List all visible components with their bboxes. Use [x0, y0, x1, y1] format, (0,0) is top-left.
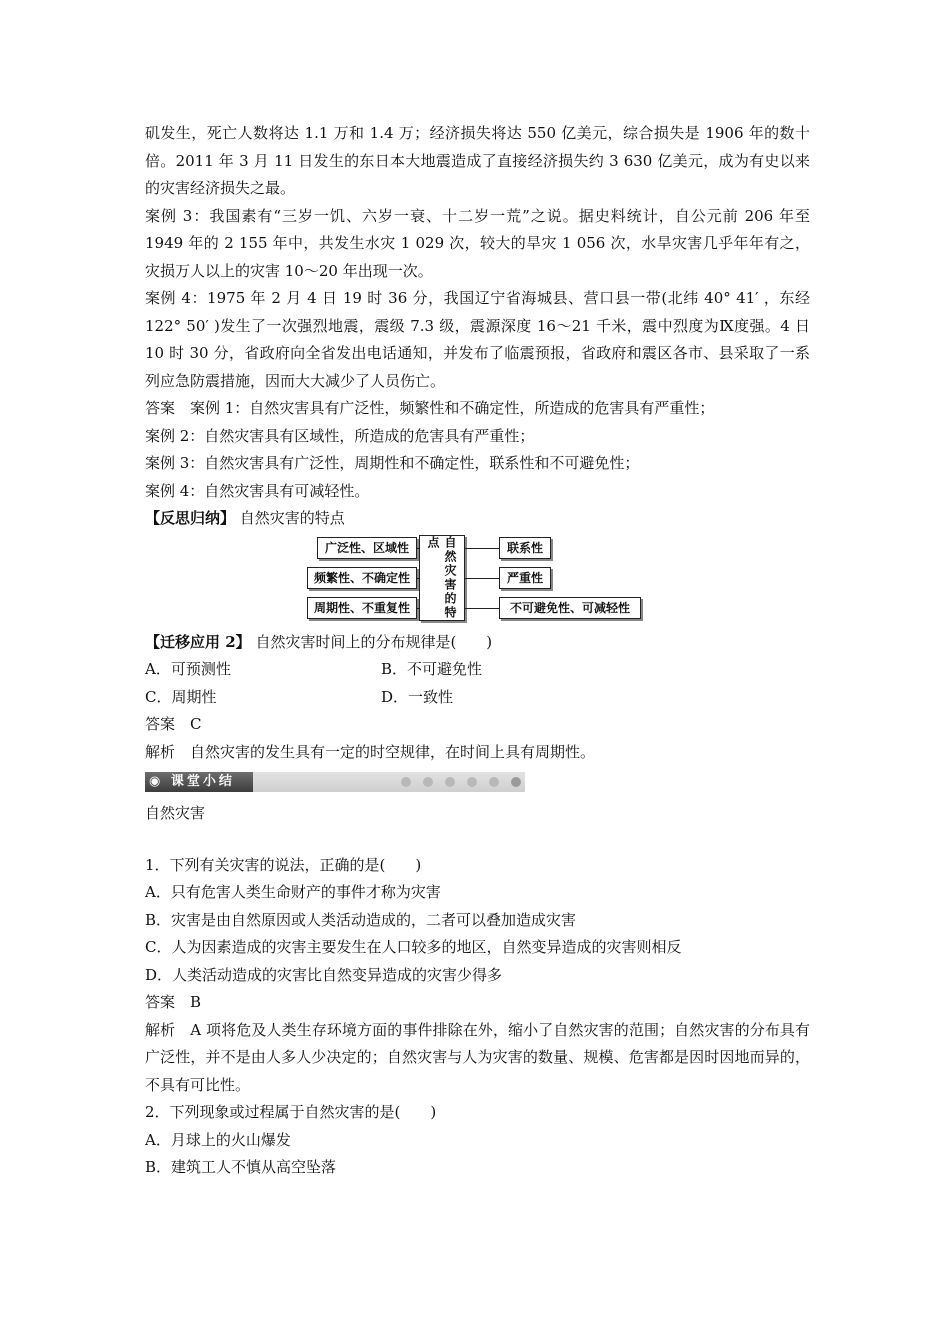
diagram-left-box-1: 广泛性、区域性	[317, 537, 417, 559]
reflect-title: 自然灾害的特点	[239, 509, 345, 527]
q1-analysis: 解析 A 项将危及人类生存环境方面的事件排除在外，缩小了自然灾害的范围；自然灾害的分布具有广泛性，并不是由人多人少决定的；自然灾害与人为灾害的数量、规模、危害都是因时因地而异的，不具有可比性。	[145, 1020, 810, 1094]
transfer-question-text: 自然灾害时间上的分布规律是( )	[255, 632, 493, 651]
reflect-heading	[145, 505, 810, 533]
diagram-right-box-1: 联系性	[499, 537, 551, 559]
option-b: B．不可避免性	[381, 660, 483, 678]
paragraph: 矶发生，死亡人数将达 1.1 万和 1.4 万；经济损失将达 550 亿美元，综合损失是 1906 年的数十倍。2011 年 3 月 11 日发生的东日本大地震造成了直接经济损失约 3 630 亿美元，成为有史以来的灾害经济损失之最。	[145, 124, 810, 197]
options-row	[145, 684, 810, 712]
answer-line-3: 案例 3：自然灾害具有广泛性，周期性和不确定性，联系性和不可避免性；	[145, 454, 640, 472]
q1-option-b: B．灾害是由自然原因或人类活动造成的，二者可以叠加造成灾害	[145, 910, 577, 929]
q2-option-b: B．建筑工人不慎从高空坠落	[145, 1158, 337, 1176]
option-a: A．可预测性	[145, 660, 231, 678]
options-row	[145, 656, 810, 684]
summary-banner	[145, 772, 525, 792]
banner-dot	[401, 777, 411, 787]
transfer-question	[145, 629, 810, 657]
q1-answer: 答案 B	[145, 993, 202, 1011]
connector-line	[465, 548, 499, 549]
paragraph-case-3: 案例 3：我国素有“三岁一饥、六岁一衰、十二岁一荒”之说。据史料统计，自公元前 206 年至 1949 年的 2 155 年中，共发生水灾 1 029 次，较大的旱灾 1 056 次，水旱灾害几乎年年有之，灾损万人以上的灾害 10～20 年出现一次。	[145, 206, 815, 280]
connector-line	[465, 608, 499, 609]
transfer-answer: 答案 C	[145, 715, 202, 733]
answer-line-1: 答案 案例 1：自然灾害具有广泛性，频繁性和不确定性，所造成的危害具有严重性；	[145, 399, 715, 417]
diagram-center-box: 自然灾害的特点	[419, 535, 465, 621]
q1-question: 1．下列有关灾害的说法，正确的是( )	[145, 855, 422, 874]
diagram-right-box-2: 严重性	[499, 567, 551, 589]
q2-option-a: A．月球上的火山爆发	[145, 1130, 291, 1149]
paragraph-case-4: 案例 4：1975 年 2 月 4 日 19 时 36 分，我国辽宁省海城县、营口县一带(北纬 40° 41′ ，东经 122° 50′ )发生了一次强烈地震，震级 7.3 级，震源深度 16～21 千米，震中烈度为Ⅸ度强。4 日 10 时 30 分，省政府向全省发出电话通知，并发布了临震预报，省政府和震区各市、县采取了一系列应急防震措施，因而大大减少了人员伤亡。	[145, 289, 815, 390]
summary-banner-label: ◉ 课堂小结	[145, 772, 253, 792]
features-diagram	[307, 535, 647, 625]
q1-option-a: A．只有危害人类生命财产的事件才称为灾害	[145, 883, 441, 901]
banner-dot	[467, 777, 477, 787]
option-d: D．一致性	[381, 687, 454, 706]
answer-line-2: 案例 2：自然灾害具有区域性，所造成的危害具有严重性；	[145, 426, 535, 445]
document-page	[145, 120, 815, 1182]
banner-dot	[423, 777, 433, 787]
reflect-label: 【反思归纳】	[145, 509, 236, 527]
transfer-label: 【迁移应用 2】	[145, 632, 251, 651]
transfer-analysis: 解析 自然灾害的发生具有一定的时空规律，在时间上具有周期性。	[145, 742, 596, 761]
q2-question: 2．下列现象或过程属于自然灾害的是( )	[145, 1103, 437, 1121]
banner-dot	[511, 777, 521, 787]
diagram-left-box-2: 频繁性、不确定性	[307, 567, 417, 589]
spacer	[145, 828, 810, 852]
diagram-right-box-3: 不可避免性、可减轻性	[499, 597, 641, 619]
option-c: C．周期性	[145, 687, 217, 706]
q1-option-d: D．人类活动造成的灾害比自然变异造成的灾害少得多	[145, 965, 503, 984]
q1-option-c: C．人为因素造成的灾害主要发生在人口较多的地区，自然变异造成的灾害则相反	[145, 938, 682, 956]
connector-line	[465, 578, 499, 579]
banner-dot	[489, 777, 499, 787]
banner-dot	[445, 777, 455, 787]
answer-line-4: 案例 4：自然灾害具有可减轻性。	[145, 481, 370, 500]
diagram-left-box-3: 周期性、不重复性	[307, 597, 417, 619]
summary-text: 自然灾害	[145, 804, 206, 822]
